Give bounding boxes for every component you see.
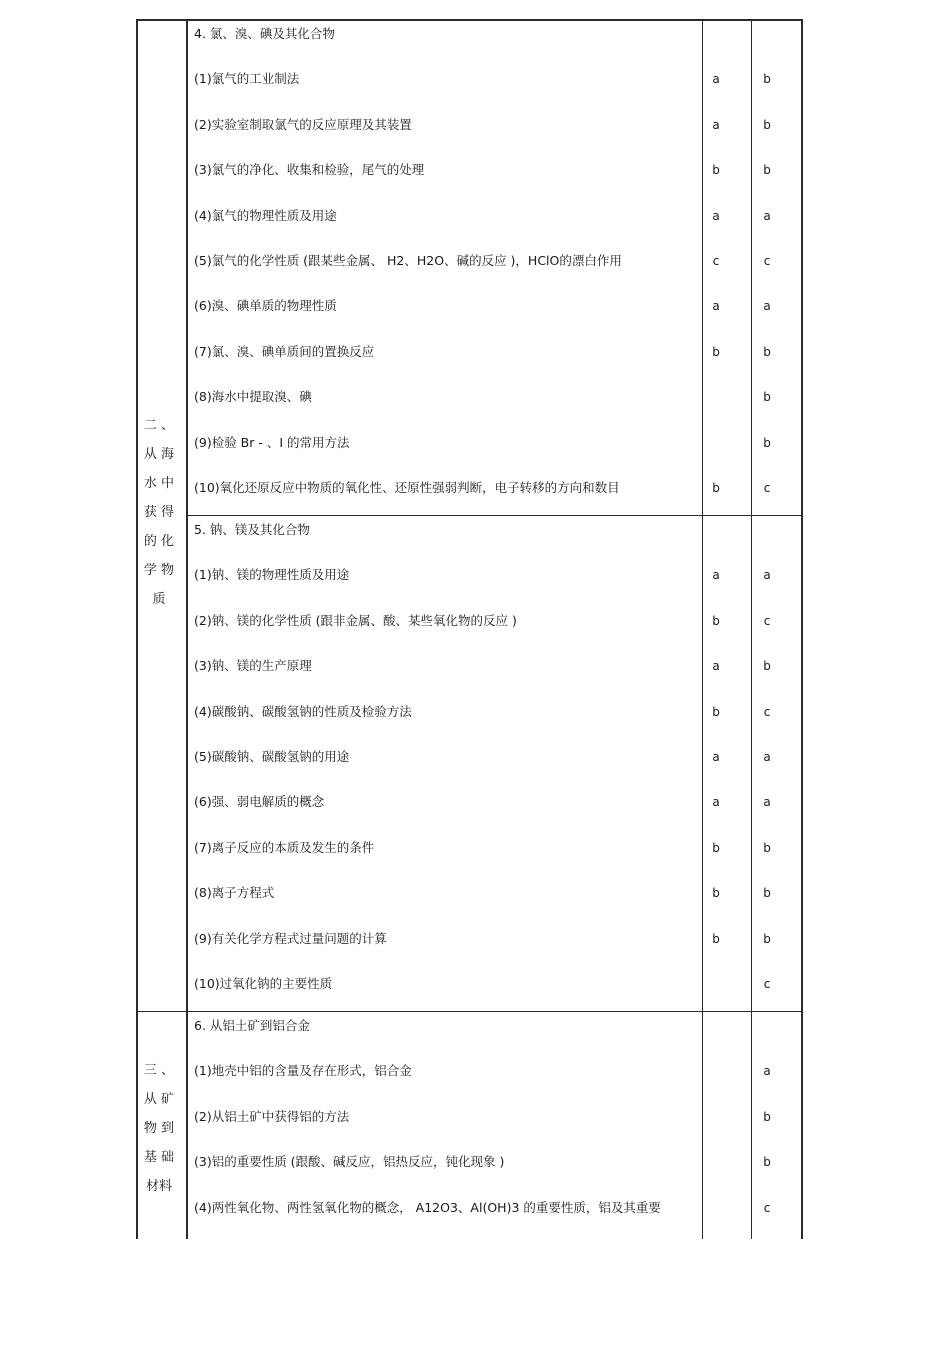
standard-item-text: (7)氯、溴、碘单质间的置换反应 [194,343,375,359]
standard-item-text: (4)碳酸钠、碳酸氢钠的性质及检验方法 [194,703,412,719]
level-2-value: a [763,568,771,583]
level-2-value: a [763,1064,771,1079]
level-2-value: c [763,1200,771,1215]
level-2-value: a [763,208,771,223]
level-2-value: b [763,1109,771,1124]
table-border-right [801,19,803,1239]
level-2-value: b [763,163,771,178]
level-2-value: b [763,344,771,359]
standard-item-text: (1)钠、镁的物理性质及用途 [194,567,350,583]
column-divider-section [186,19,188,1239]
group-heading: 4. 氯、溴、碘及其化合物 [194,26,335,41]
level-1-value: a [712,568,720,583]
table-border-left [136,19,138,1239]
level-1-value: a [712,299,720,314]
level-1-value: c [712,254,720,268]
standard-item-text: (6)强、弱电解质的概念 [194,794,325,810]
section-label-line: 质 [152,592,166,607]
level-1-value: b [712,344,720,359]
standard-item-text: (5)碳酸钠、碳酸氢钠的用途 [194,749,350,764]
level-1-value: b [712,931,720,946]
standard-item-text: (4)氯气的物理性质及用途 [194,207,337,223]
standard-item-text: (3)钠、镁的生产原理 [194,658,312,674]
level-1-value: b [712,163,720,178]
group-heading: 6. 从铝土矿到铝合金 [194,1018,310,1033]
level-1-value: a [712,117,720,132]
level-1-value: b [712,840,720,855]
standard-item-text: (8)离子方程式 [194,885,275,901]
standard-item-text: (1)地壳中铝的含量及存在形式，铝合金 [194,1063,412,1079]
standard-item-text: (10)氧化还原反应中物质的氧化性、还原性强弱判断，电子转移的方向和数目 [194,480,620,495]
level-2-value: b [763,659,771,674]
section-label-line: 二 、 [143,418,175,433]
standard-item-text: (9)有关化学方程式过量问题的计算 [194,930,387,946]
level-1-value: a [712,659,720,674]
group-heading: 5. 钠、镁及其化合物 [194,522,310,537]
level-1-value: a [712,750,720,764]
level-2-value: c [763,704,771,719]
section-label-line: 学 物 [143,563,175,578]
section-label-line: 物 到 [143,1121,175,1136]
level-1-value: a [712,795,720,810]
level-1-value: a [712,208,720,223]
level-2-value: b [763,886,771,901]
standard-item-text: (3)铝的重要性质 (跟酸、碱反应，铝热反应，钝化现象 ) [194,1154,505,1170]
level-1-value: b [712,704,720,719]
standard-item-text: (2)实验室制取氯气的反应原理及其装置 [194,116,412,132]
section-label-line: 获 得 [143,505,175,520]
standard-item-text: (3)氯气的净化、收集和检验，尾气的处理 [194,162,425,178]
level-2-value: c [763,613,771,628]
standard-item-text: (8)海水中提取溴、碘 [194,389,312,405]
section-label [139,411,179,614]
standard-item-text: (5)氯气的化学性质 (跟某些金属、 H2、H2O、碱的反应 )，HClO的漂白作用 [194,253,622,268]
standard-item-text: (1)氯气的工业制法 [194,71,300,87]
standard-item-text: (2)从铝土矿中获得铝的方法 [194,1108,350,1124]
level-2-value: b [763,117,771,132]
standards-table [136,19,804,1239]
standard-item-text: (7)离子反应的本质及发生的条件 [194,839,375,855]
level-1-value: b [712,613,720,628]
section-label-line: 材料 [145,1179,172,1194]
level-2-value: a [763,795,771,810]
column-divider-content [702,19,703,1239]
level-2-value: b [763,435,771,450]
level-2-value: c [763,977,771,991]
section-label-line: 三 、 [143,1063,175,1078]
standard-item-text: (9)检验 Br - 、I 的常用方法 [194,434,350,450]
level-2-value: b [763,931,771,946]
section-label-line: 基 础 [143,1150,175,1165]
level-1-value: b [712,886,720,901]
group-divider [187,515,803,516]
level-2-value: b [763,390,771,405]
level-2-value: a [763,750,771,764]
section-divider [136,1011,803,1012]
section-label-line: 水 中 [143,476,175,491]
level-2-value: a [763,299,771,314]
table-border-top [136,19,803,21]
standard-item-text: (10)过氧化钠的主要性质 [194,976,333,991]
standard-item-text: (6)溴、碘单质的物理性质 [194,298,337,314]
level-2-value: c [763,481,771,495]
standard-item-text: (4)两性氧化物、两性氢氧化物的概念， A12O3、Al(OH)3 的重要性质，铝及其重要 [194,1199,661,1215]
level-2-value: b [763,1155,771,1170]
section-label-line: 的 化 [143,534,175,549]
standard-item-text: (2)钠、镁的化学性质 (跟非金属、酸、某些氧化物的反应 ) [194,612,517,628]
level-1-value: a [712,72,720,87]
section-label [139,1056,179,1201]
section-label-line: 从 矿 [143,1092,175,1107]
level-2-value: c [763,254,771,268]
level-2-value: b [763,840,771,855]
level-1-value: b [712,481,720,495]
section-label-line: 从 海 [143,447,175,462]
level-2-value: b [763,72,771,87]
